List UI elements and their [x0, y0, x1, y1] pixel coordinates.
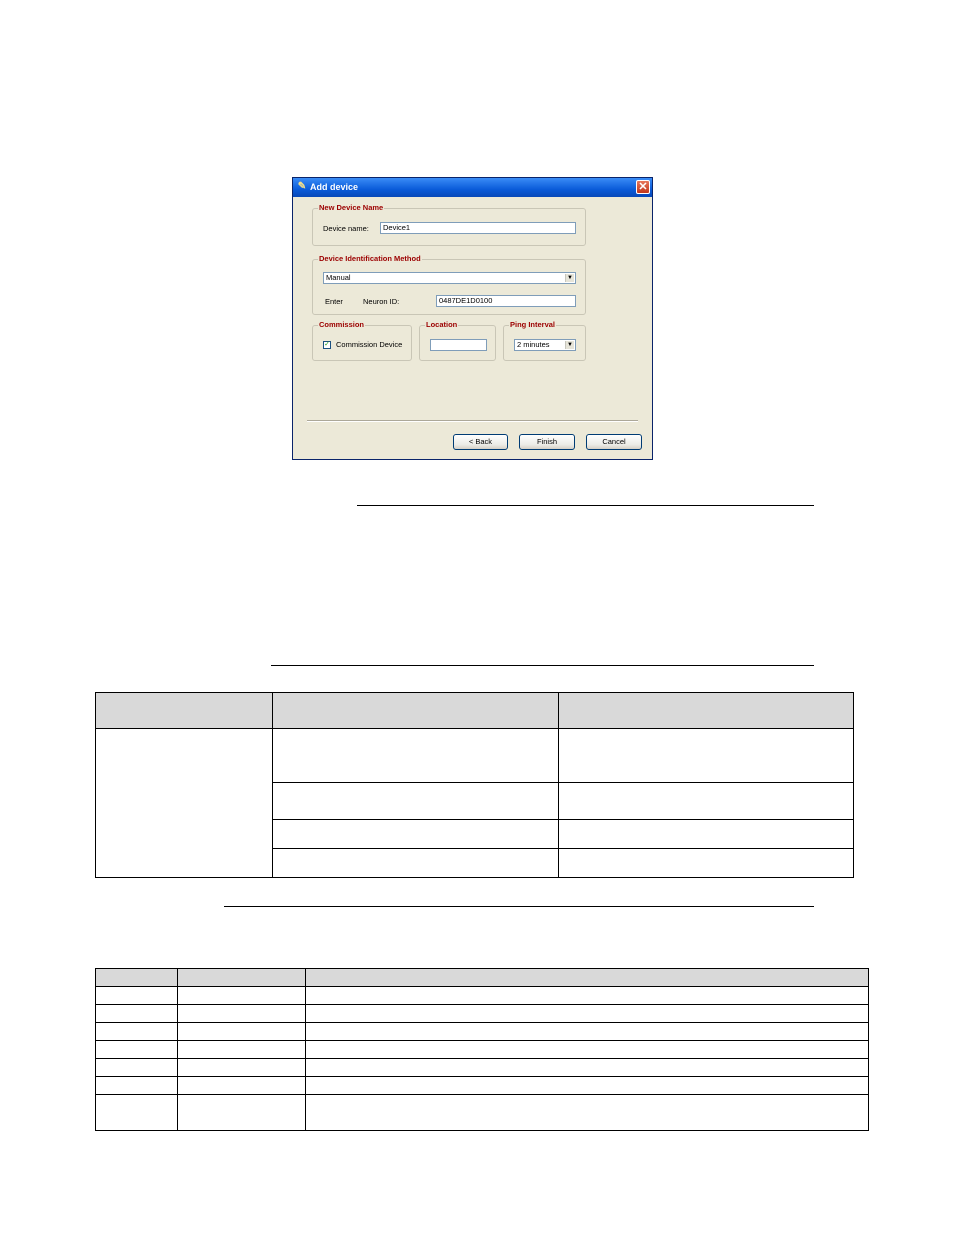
ping-interval-value: 2 minutes: [517, 340, 550, 349]
heading-rule-2: [271, 665, 814, 666]
table-cell: [559, 729, 854, 783]
commission-label: Commission: [319, 320, 365, 329]
table-cell: [305, 1005, 868, 1023]
table-row: [96, 987, 869, 1005]
device-name-input[interactable]: Device1: [380, 222, 576, 234]
table-cell: [272, 783, 559, 820]
table-cell: [96, 1005, 178, 1023]
table-cell: [559, 820, 854, 849]
table-row: [96, 1023, 869, 1041]
parameters-table: [95, 968, 869, 1131]
device-name-label: Device name:: [323, 224, 369, 233]
table-cell: [177, 1077, 305, 1095]
chevron-down-icon[interactable]: ▼: [565, 274, 574, 282]
table-cell: [177, 1041, 305, 1059]
close-button[interactable]: [636, 180, 650, 194]
table-row: [96, 1077, 869, 1095]
table-cell: [305, 1095, 868, 1131]
table-cell: [96, 1077, 178, 1095]
table-cell: [272, 849, 559, 878]
location-input[interactable]: [430, 339, 487, 351]
wrench-icon: ✎: [297, 181, 307, 192]
identification-method-group: [312, 254, 586, 315]
commission-device-checkbox[interactable]: ✓: [324, 341, 330, 348]
ping-interval-group: [503, 320, 586, 361]
table-cell: [272, 729, 559, 783]
table-cell: [177, 1023, 305, 1041]
table-row: [96, 1041, 869, 1059]
table-row: [96, 1059, 869, 1077]
identification-method-select[interactable]: [323, 272, 576, 284]
table-cell: [96, 1095, 178, 1131]
location-group: [419, 320, 496, 361]
table-header-cell: [559, 693, 854, 729]
table-header-row: [96, 969, 869, 987]
table-cell: [96, 1041, 178, 1059]
back-button[interactable]: < Back: [453, 434, 508, 450]
identification-method-label: Device Identification Method: [319, 254, 421, 263]
table-cell: [96, 1059, 178, 1077]
neuron-id-label: Neuron ID:: [363, 297, 400, 306]
chevron-down-icon[interactable]: ▼: [565, 341, 574, 349]
location-label: Location: [426, 320, 458, 329]
heading-rule-1: [357, 505, 814, 506]
neuron-id-input[interactable]: 0487DE1D0100: [436, 295, 576, 307]
table-cell: [177, 1059, 305, 1077]
table-cell: [177, 1005, 305, 1023]
table-cell: [305, 1023, 868, 1041]
table-row: [96, 1005, 869, 1023]
button-separator: [307, 420, 638, 422]
new-device-name-label: New Device Name: [319, 203, 384, 212]
table-cell: [305, 1077, 868, 1095]
table-cell: [559, 783, 854, 820]
commission-group: [312, 320, 412, 361]
ping-interval-label: Ping Interval: [510, 320, 556, 329]
table-cell: [559, 849, 854, 878]
new-device-name-group: [312, 203, 586, 246]
table-cell: [96, 1023, 178, 1041]
table-header-cell: [96, 969, 178, 987]
table-cell: [96, 729, 273, 878]
add-device-dialog: [292, 177, 653, 460]
finish-button[interactable]: Finish: [519, 434, 575, 450]
table-cell: [305, 987, 868, 1005]
dialog-title: Add device: [310, 182, 359, 192]
ping-interval-select[interactable]: [514, 339, 576, 351]
identification-method-value: Manual: [326, 273, 351, 282]
properties-table: [95, 692, 854, 878]
table-row: [96, 1095, 869, 1131]
table-header-row: [96, 693, 854, 729]
commission-device-label: Commission Device: [336, 340, 403, 349]
enter-label: Enter: [325, 297, 343, 306]
cancel-button[interactable]: Cancel: [586, 434, 642, 450]
table-cell: [96, 987, 178, 1005]
table-cell: [305, 1041, 868, 1059]
table-header-cell: [96, 693, 273, 729]
table-cell: [177, 1095, 305, 1131]
table-cell: [272, 820, 559, 849]
close-icon: ✕: [638, 181, 648, 193]
table-row: [96, 729, 854, 783]
table-header-cell: [177, 969, 305, 987]
table-cell: [305, 1059, 868, 1077]
table-header-cell: [272, 693, 559, 729]
dialog-titlebar[interactable]: [293, 178, 652, 197]
table-cell: [177, 987, 305, 1005]
heading-rule-3: [224, 906, 814, 907]
table-header-cell: [305, 969, 868, 987]
